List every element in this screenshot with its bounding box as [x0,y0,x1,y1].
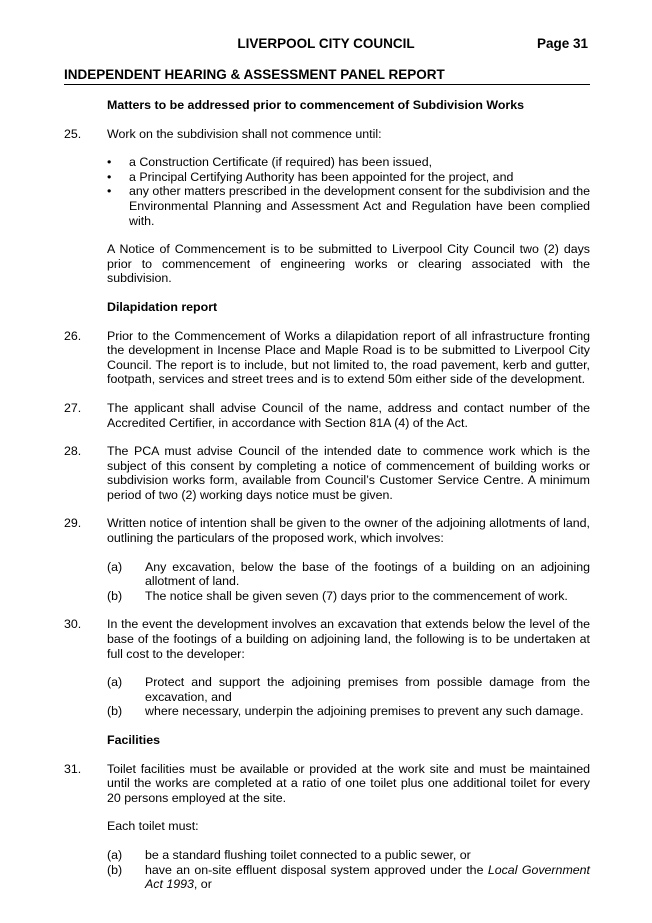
document-body [64,98,590,892]
sub-item-text: Any excavation, below the base of the footings of a building on an adjoining allotment of land. [145,559,590,589]
each-toilet-intro: Each toilet must: [107,819,199,834]
condition-text: Toilet facilities must be available or provided at the work site and must be maintained until the works are completed at a ratio of one toilet plus one additional toilet for every 20 persons employed at the site. [107,761,590,805]
condition-number: 31. [64,761,82,776]
report-title: INDEPENDENT HEARING & ASSESSMENT PANEL REPORT [64,67,445,82]
bullet-text: any other matters prescribed in the development consent for the subdivision and the Environmental Planning and Assessment Act and Regulation have been complied with. [129,184,590,228]
condition-26 [64,329,590,387]
sub-item [107,589,590,604]
sub-item [107,704,590,719]
bullet-icon: • [107,155,112,170]
condition-27 [64,401,590,430]
bullet-icon: • [107,184,112,199]
condition-text: In the event the development involves an excavation that extends below the level of the base of the footings of a building on adjoining land, the following is to be undertaken at full cost to the developer: [107,617,590,661]
condition-29 [64,516,590,545]
sub-item-text-lead: have an on-site effluent disposal system approved under the [145,862,488,877]
condition-number: 26. [64,328,82,343]
condition-number: 25. [64,126,82,141]
bullet-text: a Principal Certifying Authority has been appointed for the project, and [129,169,514,184]
header-rule [64,84,590,85]
sub-item-text-tail: , or [193,877,212,892]
bullet-item [107,184,590,228]
sub-item-label: (b) [107,588,123,603]
condition-number: 27. [64,400,82,415]
condition-number: 30. [64,617,82,632]
sub-item-text [145,863,590,892]
act-reference: Local Government Act 1993 [145,862,590,892]
bullet-item [107,155,590,170]
condition-30 [64,617,590,661]
sub-item-label: (b) [107,704,123,719]
bullet-item [107,170,590,185]
section-heading-facilities: Facilities [107,733,161,747]
section-heading-subdivision: Matters to be addressed prior to commencement of Subdivision Works [107,98,525,112]
condition-28 [64,444,590,502]
sub-item [107,848,590,863]
bullet-icon: • [107,169,112,184]
condition-text: Prior to the Commencement of Works a dilapidation report of all infrastructure fronting the development in Incense Place and Maple Road is to be submitted to Liverpool City Council. The report is to include, but not limited to, the road pavement, kerb and gutter, footpath, services and street trees and is to extend 50m either side of the development. [107,328,590,387]
sub-item-text: be a standard flushing toilet connected to a public sewer, or [145,847,471,862]
condition-text: Written notice of intention shall be given to the owner of the adjoining allotments of land, outlining the particulars of the proposed work, which involves: [107,516,590,546]
notice-of-commencement: A Notice of Commencement is to be submitted to Liverpool City Council two (2) days prior to commencement of engineering works or clearing associated with the subdivision. [107,242,590,286]
sub-item-label: (a) [107,559,123,574]
sub-item [107,675,590,704]
sub-item-label: (a) [107,675,123,690]
bullet-text: a Construction Certificate (if required) has been issued, [129,155,433,170]
condition-31 [64,762,590,806]
council-name: LIVERPOOL CITY COUNCIL [237,36,415,51]
condition-text: Work on the subdivision shall not commence until: [107,126,382,141]
condition-number: 28. [64,444,82,459]
sub-item-label: (b) [107,862,123,877]
sub-item-label: (a) [107,847,123,862]
condition-text: The PCA must advise Council of the intended date to commence work which is the subject of this consent by completing a notice of commencement of building works or subdivision works form, available from Council’s Customer Service Centre. A minimum period of two (2) working days notice must be given. [107,444,590,502]
condition-25 [64,127,590,142]
sub-item [107,863,590,892]
condition-text: The applicant shall advise Council of the name, address and contact number of the Accredited Certifier, in accordance with Section 81A (4) of the Act. [107,400,590,430]
section-heading-dilapidation: Dilapidation report [107,299,218,314]
sub-item-text: The notice shall be given seven (7) days prior to the commencement of work. [145,588,568,603]
sub-item-text: where necessary, underpin the adjoining premises to prevent any such damage. [145,704,584,719]
page-number: Page 31 [537,36,589,51]
sub-item [107,560,590,589]
condition-number: 29. [64,516,82,531]
sub-item-text: Protect and support the adjoining premises from possible damage from the excavation, and [145,675,590,704]
